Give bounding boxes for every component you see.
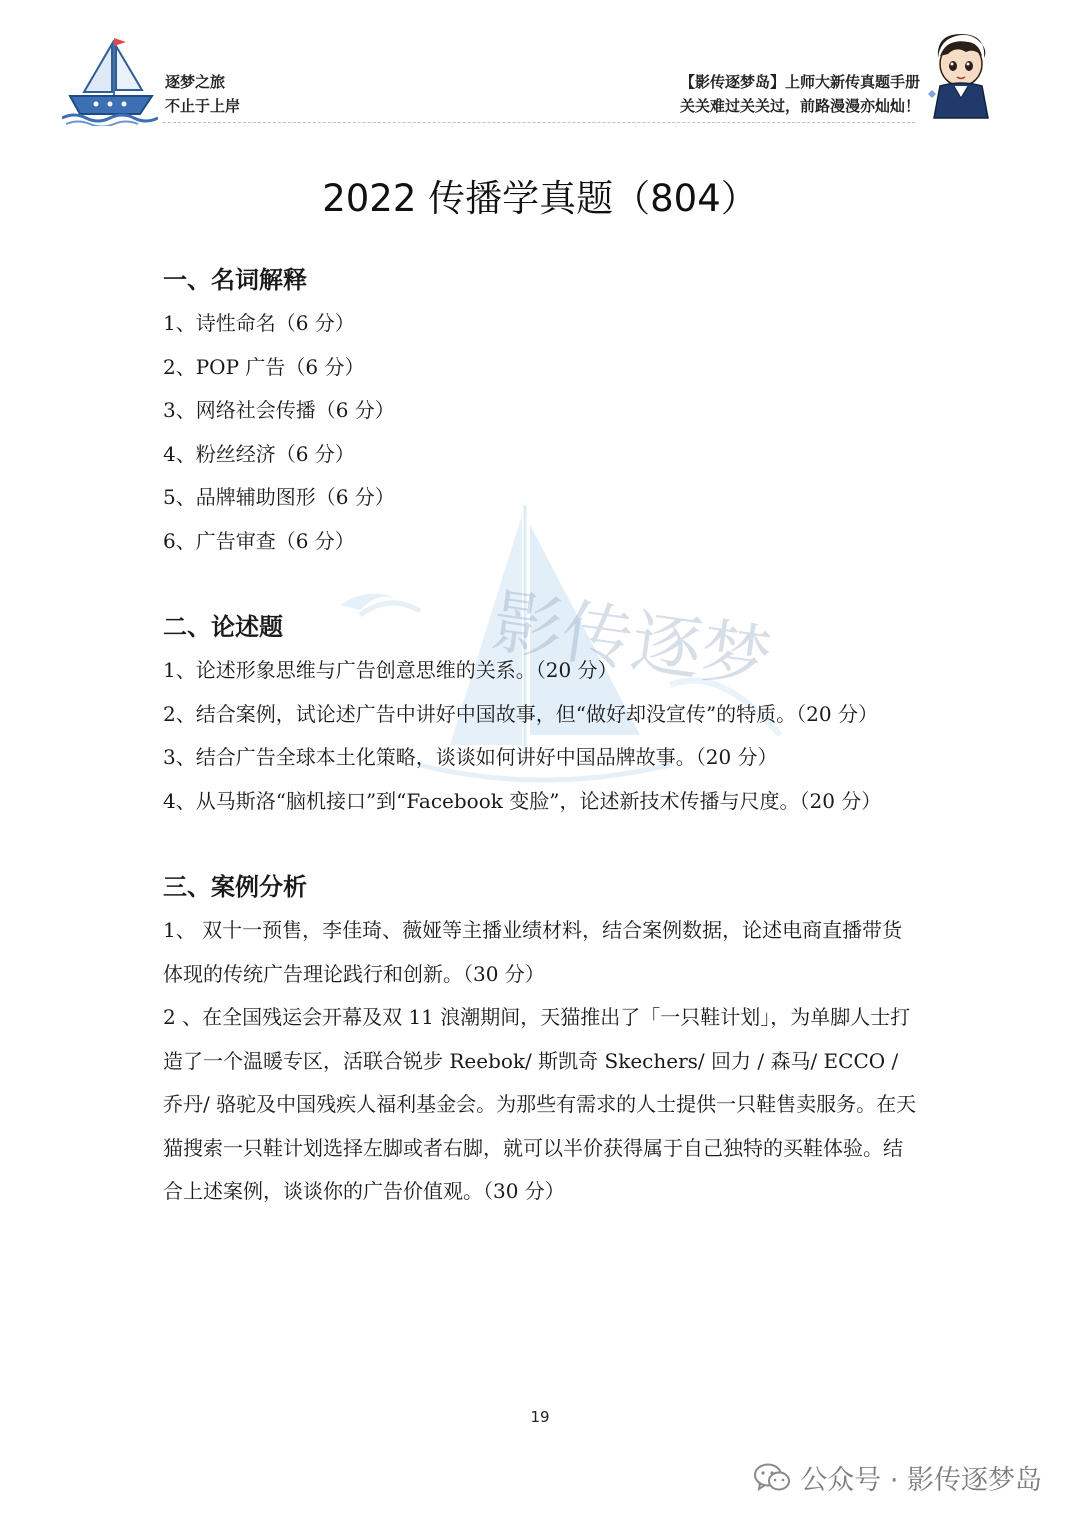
watermark-text: 影传逐梦	[487, 580, 777, 701]
question-item: 1、 双十一预售，李佳琦、薇娅等主播业绩材料，结合案例数据，论述电商直播带货体现的传统广告理论践行和创新。（30 分）	[163, 918, 903, 986]
slogan	[165, 70, 240, 118]
question-item: 2、POP 广告（6 分）	[163, 354, 365, 379]
question-item: 1、诗性命名（6 分）	[163, 311, 355, 335]
question-item: 3、结合广告全球本土化策略，谈谈如何讲好中国品牌故事。（20 分）	[163, 745, 778, 769]
question-item: 3、网络社会传播（6 分）	[163, 398, 395, 422]
exam-content	[163, 258, 919, 1214]
question-item: 2 、在全国残运会开幕及双 11 浪潮期间，天猫推出了「一只鞋计划」，为单脚人士打造了一个温暖专区，活联合锐步 Reebok/ 斯凯奇 Skechers/ 回力 / 森马/ ECCO / 乔丹/ 骆驼及中国残疾人福利基金会。为那些有需求的人士提供一只鞋售卖服务。在天猫搜索一只鞋计划选择左脚或者右脚，就可以半价获得属于自己独特的买鞋体验。结合上述案例，谈谈你的广告价值观。（30 分）	[163, 1005, 917, 1203]
question-item: 5、品牌辅助图形（6 分）	[163, 485, 395, 509]
question-item: 1、论述形象思维与广告创意思维的关系。（20 分）	[163, 658, 618, 682]
wechat-footer	[754, 1458, 1042, 1497]
page-header	[0, 0, 1080, 130]
page-title: 2022 传播学真题（804）	[322, 177, 758, 220]
header-right-text	[680, 70, 920, 118]
section-heading: 三、案例分析	[163, 873, 307, 901]
page-number: 19	[530, 1408, 550, 1426]
question-item: 2、结合案例，试论述广告中讲好中国故事，但“做好却没宣传”的特质。（20 分）	[163, 701, 878, 726]
question-item: 4、粉丝经济（6 分）	[163, 441, 355, 466]
sailboat-logo-icon	[62, 34, 158, 126]
header-right-line2: 关关难过关关过，前路漫漫亦灿灿！	[679, 97, 920, 115]
question-item: 4、从马斯洛“脑机接口”到“Facebook 变脸”，论述新技术传播与尺度。（20 分）	[163, 788, 882, 813]
cartoon-boy-mascot-icon	[926, 28, 996, 120]
section-essay	[163, 605, 919, 823]
question-item: 6、广告审查（6 分）	[163, 528, 355, 553]
section-terms	[163, 258, 919, 563]
wechat-account-label: 公众号 · 影传逐梦岛	[800, 1465, 1042, 1496]
slogan-line2: 不止于上岸	[165, 97, 241, 115]
section-heading: 二、论述题	[163, 613, 283, 641]
header-right-line1: 【影传逐梦岛】上师大新传真题手册	[679, 73, 920, 91]
section-heading: 一、名词解释	[163, 266, 307, 294]
header-divider	[163, 122, 915, 123]
section-case	[163, 865, 919, 1214]
wechat-icon	[754, 1463, 790, 1493]
slogan-line1: 逐梦之旅	[165, 73, 226, 91]
